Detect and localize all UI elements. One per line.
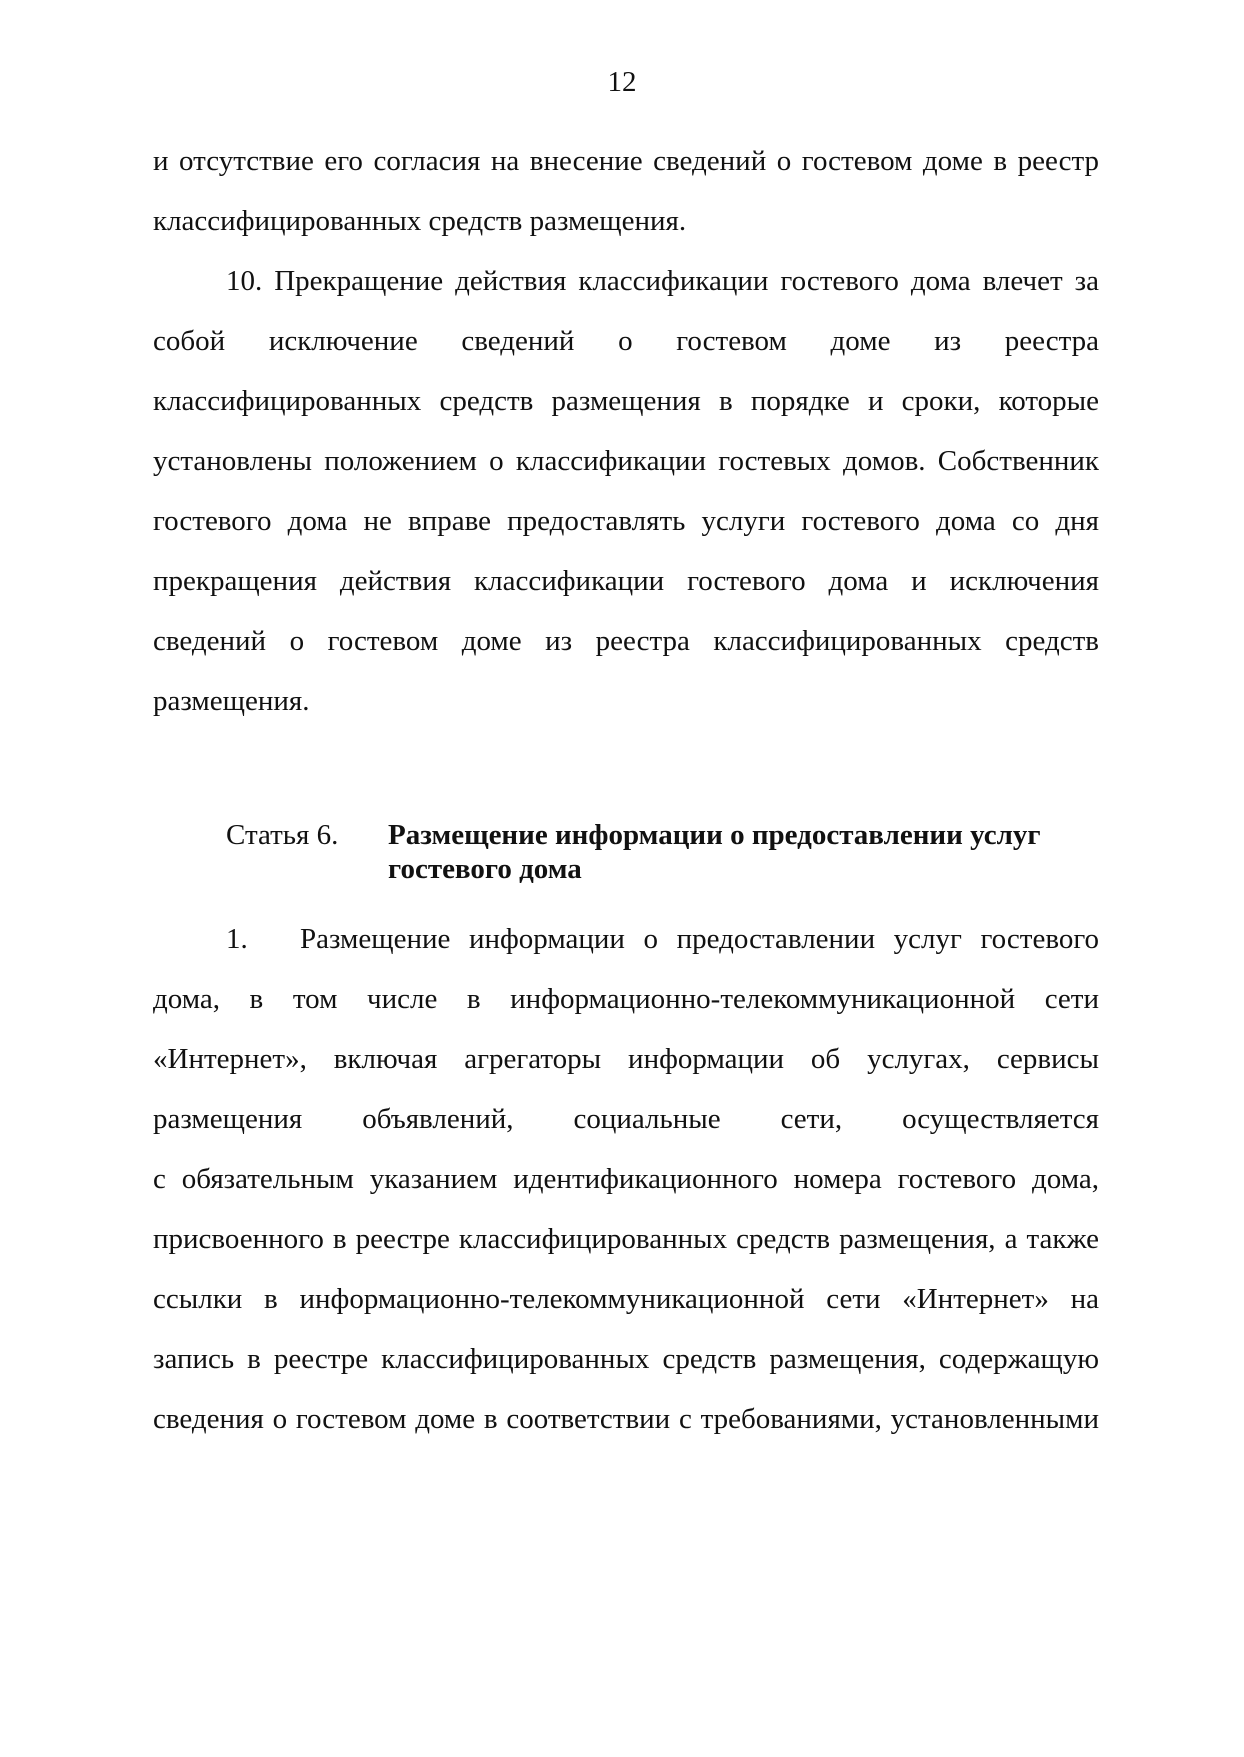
word: из — [934, 325, 962, 357]
paragraph-10-line: сведений о гостевом доме из реестра классифицированных средств — [153, 625, 1099, 657]
word: реестра — [1004, 325, 1099, 357]
paragraph-10-line: гостевого дома не вправе предоставлять услуги гостевого дома со дня — [153, 505, 1099, 537]
article-title — [388, 818, 1088, 886]
paragraph-10-line — [153, 323, 1099, 359]
word: о — [618, 325, 633, 357]
article-title-line: гостевого дома — [388, 853, 582, 885]
paragraph-10-first-line: 10. Прекращение действия классификации гостевого дома влечет за — [226, 265, 1099, 297]
word: размещения — [153, 1103, 303, 1135]
word: объявлений, — [362, 1103, 514, 1135]
article-label: Статья 6. — [226, 819, 339, 851]
word: исключение — [268, 325, 418, 357]
item-1-first-line: Размещение информации о предоставлении услуг гостевого — [300, 923, 1099, 955]
paragraph-10-line: размещения. — [153, 685, 310, 717]
word: доме — [830, 325, 891, 357]
item-1-line: присвоенного в реестре классифицированных средств размещения, а также — [153, 1223, 1099, 1255]
item-1-line: с обязательным указанием идентификационного номера гостевого дома, — [153, 1163, 1099, 1195]
word: собой — [153, 325, 226, 357]
item-1-line: запись в реестре классифицированных средств размещения, содержащую — [153, 1343, 1099, 1375]
word: сведений — [461, 325, 575, 357]
item-1-line: ссылки в информационно-телекоммуникационной сети «Интернет» на — [153, 1283, 1099, 1315]
article-title-line: Размещение информации о предоставлении услуг — [388, 819, 1041, 851]
item-1-line — [153, 1101, 1099, 1137]
paragraph-10-line: классифицированных средств размещения в порядке и сроки, которые — [153, 385, 1099, 417]
item-1-line: дома, в том числе в информационно-телекоммуникационной сети — [153, 983, 1099, 1015]
paragraph-10-line: установлены положением о классификации гостевых домов. Собственник — [153, 445, 1099, 477]
word: социальные — [573, 1103, 721, 1135]
word: гостевом — [676, 325, 787, 357]
item-1-line: сведения о гостевом доме в соответствии с требованиями, установленными — [153, 1403, 1099, 1435]
word: осуществляется — [902, 1103, 1099, 1135]
word: сети, — [780, 1103, 843, 1135]
item-number: 1. — [226, 923, 248, 955]
item-1-line: «Интернет», включая агрегаторы информации об услугах, сервисы — [153, 1043, 1099, 1075]
page-number: 12 — [607, 66, 637, 98]
paragraph-10-line: прекращения действия классификации гостевого дома и исключения — [153, 565, 1099, 597]
text-line: и отсутствие его согласия на внесение сведений о гостевом доме в реестр — [153, 145, 1099, 177]
text-line: классифицированных средств размещения. — [153, 205, 687, 237]
